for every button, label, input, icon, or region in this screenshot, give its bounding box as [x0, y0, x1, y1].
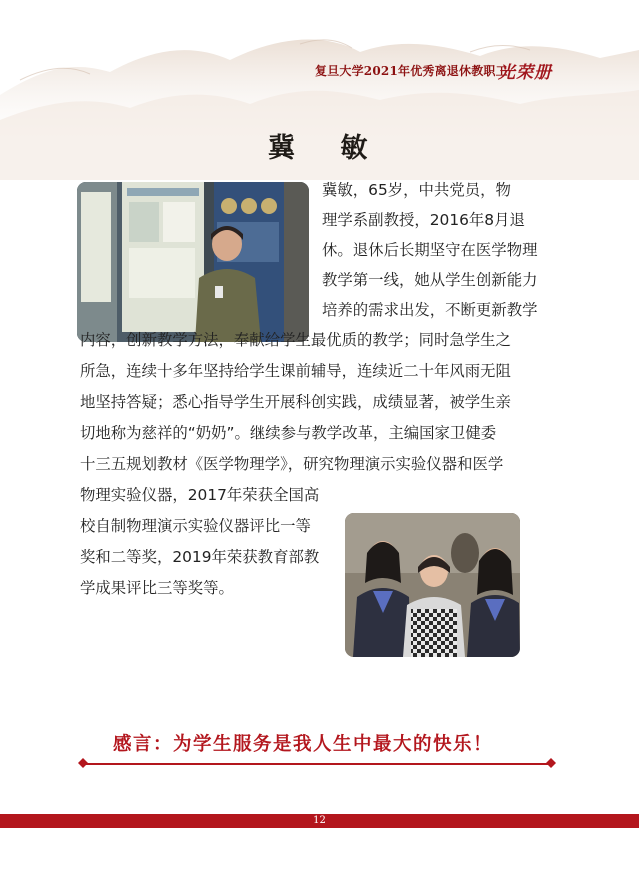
series-title: 复旦大学2021年优秀离退休教职工	[315, 64, 508, 78]
bio-line: 所急，连续十多年坚持给学生课前辅导，连续近二十年风雨无阻	[80, 362, 511, 380]
mountain-watermark	[0, 0, 639, 200]
bio-line: 奖和二等奖，2019年荣获教育部教	[80, 548, 320, 566]
book-title: 光荣册	[498, 63, 552, 83]
bio-line: 地坚持答疑；悉心指导学生开展科创实践，成绩显著，被学生亲	[80, 393, 511, 411]
portrait-photo	[77, 182, 309, 342]
divider-line	[84, 763, 552, 765]
bio-line: 切地称为慈祥的“奶奶”。继续参与教学改革，主编国家卫健委	[80, 424, 497, 442]
bio-line: 理学系副教授，2016年8月退	[322, 211, 525, 229]
diamond-ornament-icon	[78, 758, 88, 768]
bio-line: 校自制物理演示实验仪器评比一等	[80, 517, 311, 535]
page-number: 12	[313, 815, 326, 826]
person-name: 冀 敏	[268, 133, 386, 164]
group-photo	[345, 513, 520, 657]
bio-line: 十三五规划教材《医学物理学》，研究物理演示实验仪器和医学	[80, 455, 504, 473]
bio-line: 休。退休后长期坚守在医学物理	[322, 241, 538, 259]
bio-line: 教学第一线，她从学生创新能力	[322, 271, 538, 289]
bio-line: 学成果评比三等奖等。	[80, 579, 234, 597]
bio-line: 物理实验仪器，2017年荣获全国高	[80, 486, 320, 504]
bio-line: 内容，创新教学方法，奉献给学生最优质的教学；同时急学生之	[80, 331, 511, 349]
bio-line: 培养的需求出发，不断更新教学	[322, 301, 538, 319]
motto: 感言：为学生服务是我人生中最大的快乐！	[113, 734, 494, 755]
bio-line: 冀敏，65岁，中共党员，物	[322, 181, 511, 199]
diamond-ornament-icon	[546, 758, 556, 768]
